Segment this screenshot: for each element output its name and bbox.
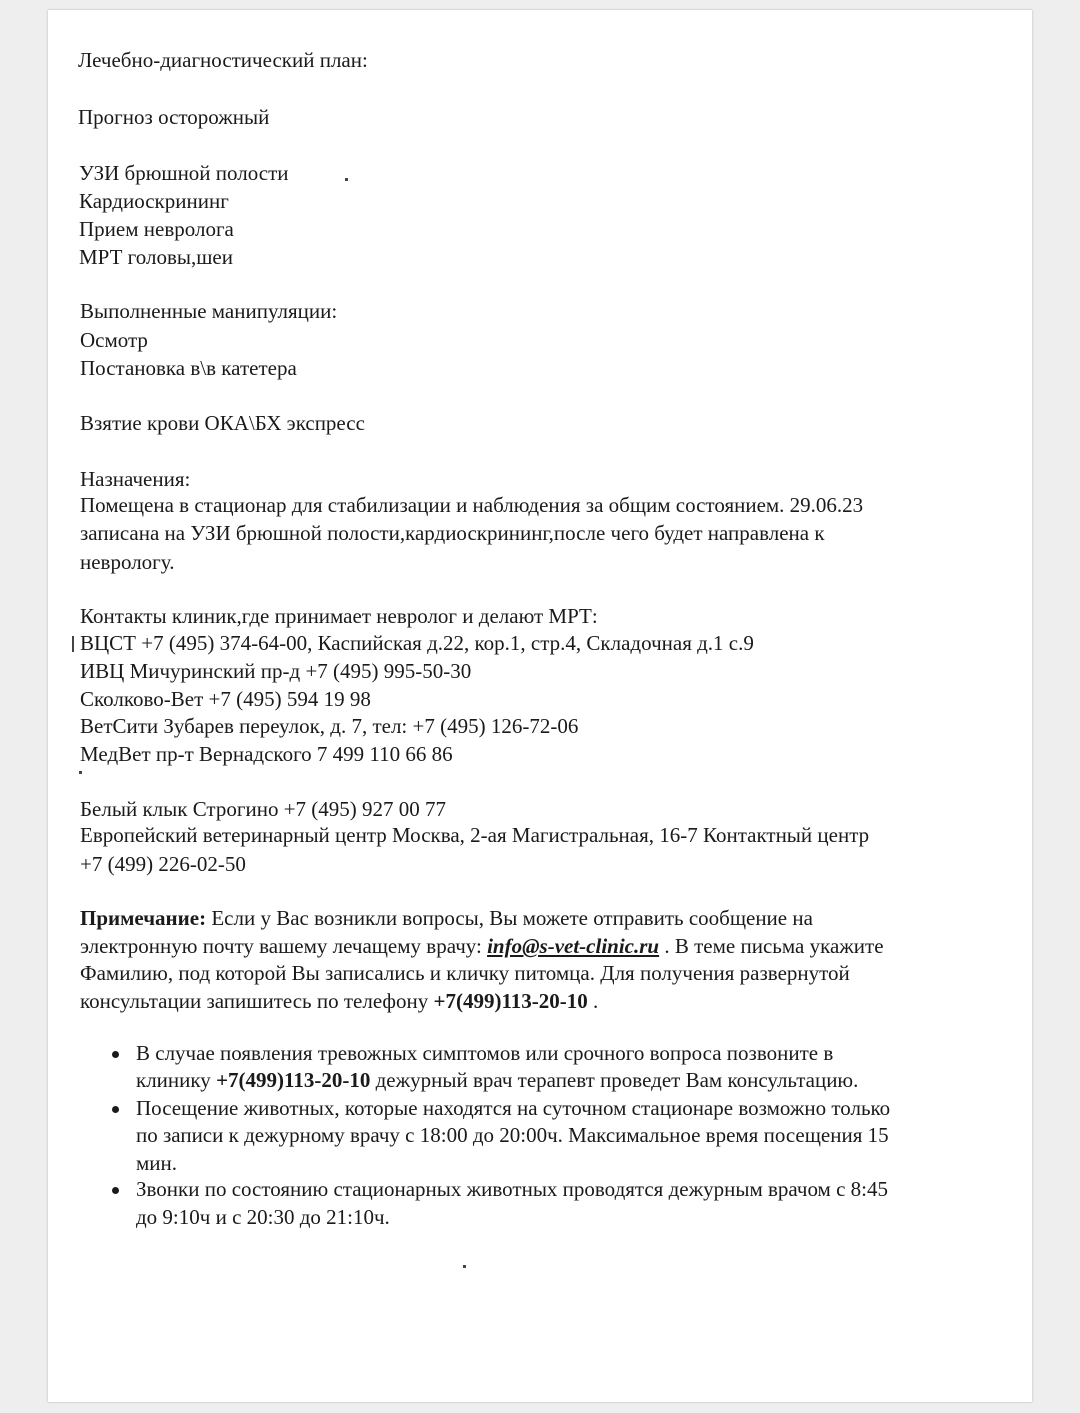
email-link[interactable]: info@s-vet-clinic.ru bbox=[487, 934, 660, 958]
bullet-text: клинику bbox=[136, 1068, 217, 1092]
plan-item: Прием невролога bbox=[79, 217, 234, 241]
scan-speck bbox=[463, 1265, 466, 1268]
bullet-line: по записи к дежурному врачу с 18:00 до 20:00ч. Максимальное время посещения 15 bbox=[136, 1123, 889, 1147]
bullet-line: В случае появления тревожных симптомов или срочного вопроса позвоните в bbox=[136, 1041, 834, 1065]
contact-line: Сколково-Вет +7 (495) 594 19 98 bbox=[80, 687, 371, 711]
note-text: Если у Вас возникли вопросы, Вы можете отправить сообщение на bbox=[206, 906, 813, 930]
contact-line: МедВет пр-т Вернадского 7 499 110 66 86 bbox=[80, 742, 453, 766]
note-line: Фамилию, под которой Вы записались и кличку питомца. Для получения развернутой bbox=[80, 961, 850, 985]
plan-heading: Лечебно-диагностический план: bbox=[78, 48, 368, 72]
blood-test: Взятие крови ОКА\БХ экспресс bbox=[80, 411, 365, 435]
prescription-line: неврологу. bbox=[80, 550, 175, 574]
plan-item: МРТ головы,шеи bbox=[79, 245, 233, 269]
note-line bbox=[80, 988, 598, 1014]
bullet-line: до 9:10ч и с 20:30 до 21:10ч. bbox=[136, 1205, 390, 1229]
note-line bbox=[80, 905, 813, 931]
bullet-icon bbox=[112, 1051, 119, 1058]
bullet-text: дежурный врач терапевт проведет Вам консультацию. bbox=[370, 1068, 859, 1092]
bullet-icon bbox=[112, 1187, 119, 1194]
note-text: . bbox=[587, 989, 599, 1013]
manipulation-item: Осмотр bbox=[80, 328, 148, 352]
contact-line: ИВЦ Мичуринский пр-д +7 (495) 995-50-30 bbox=[80, 659, 472, 683]
bullet-icon bbox=[112, 1106, 119, 1113]
scan-speck bbox=[79, 771, 82, 774]
bullet-line: Звонки по состоянию стационарных животных проводятся дежурным врачом с 8:45 bbox=[136, 1177, 888, 1201]
bullet-line bbox=[136, 1067, 858, 1093]
scan-speck bbox=[345, 178, 348, 181]
plan-item: УЗИ брюшной полости bbox=[79, 161, 289, 185]
note-line bbox=[80, 933, 884, 959]
note-label: Примечание: bbox=[80, 906, 207, 930]
prescription-line: Помещена в стационар для стабилизации и наблюдения за общим состоянием. 29.06.23 bbox=[80, 493, 864, 517]
bullet-line: мин. bbox=[136, 1151, 178, 1175]
prescriptions-heading: Назначения: bbox=[80, 467, 191, 491]
plan-item: Кардиоскрининг bbox=[79, 189, 229, 213]
contacts-heading: Контакты клиник,где принимает невролог и делают МРТ: bbox=[80, 604, 598, 628]
manipulation-item: Постановка в\в катетера bbox=[80, 356, 297, 380]
manipulations-heading: Выполненные манипуляции: bbox=[80, 299, 338, 323]
contact-line: Европейский ветеринарный центр Москва, 2-ая Магистральная, 16-7 Контактный центр bbox=[80, 823, 870, 847]
contact-line: ВЦСТ +7 (495) 374-64-00, Каспийская д.22, кор.1, стр.4, Складочная д.1 с.9 bbox=[80, 631, 754, 655]
note-text: . В теме письма укажите bbox=[659, 934, 884, 958]
prognosis: Прогноз осторожный bbox=[78, 105, 270, 129]
phone-number: +7(499)113-20-10 bbox=[433, 989, 588, 1013]
phone-number: +7(499)113-20-10 bbox=[216, 1068, 371, 1092]
note-text: электронную почту вашему лечащему врачу: bbox=[80, 934, 488, 958]
scan-speck bbox=[72, 636, 74, 652]
bullet-line: Посещение животных, которые находятся на суточном стационаре возможно только bbox=[136, 1096, 891, 1120]
contact-line: +7 (499) 226-02-50 bbox=[80, 852, 246, 876]
contact-line: Белый клык Строгино +7 (495) 927 00 77 bbox=[80, 797, 447, 821]
prescription-line: записана на УЗИ брюшной полости,кардиоскрининг,после чего будет направлена к bbox=[80, 521, 825, 545]
note-text: консультации запишитесь по телефону bbox=[80, 989, 434, 1013]
contact-line: ВетСити Зубарев переулок, д. 7, тел: +7 (495) 126-72-06 bbox=[80, 714, 579, 738]
